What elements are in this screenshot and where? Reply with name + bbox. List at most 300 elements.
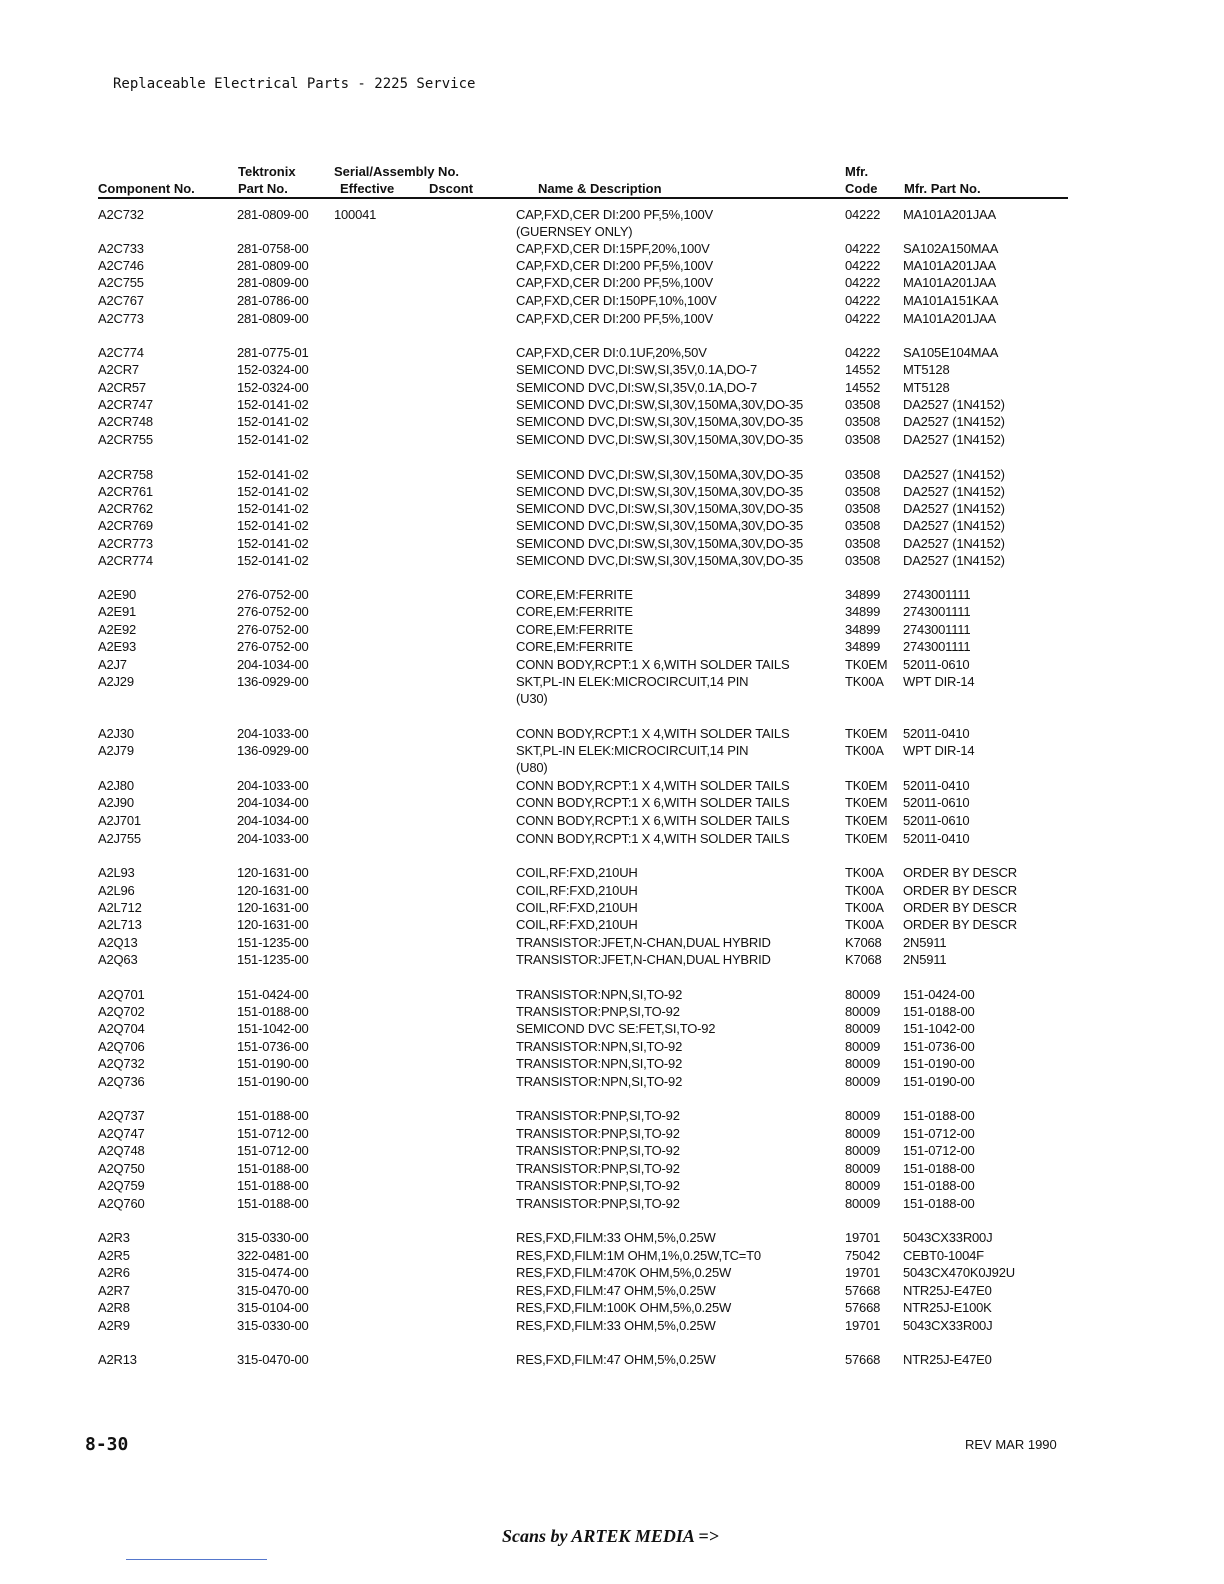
component-no: A2E93 bbox=[98, 639, 137, 654]
mfr-code: TK00A bbox=[845, 674, 884, 689]
mfr-part-no: DA2527 (1N4152) bbox=[903, 536, 1005, 551]
header-mfr: Mfr. bbox=[845, 164, 869, 179]
description: TRANSISTOR:PNP,SI,TO-92 bbox=[516, 1196, 680, 1211]
serial-effective: 100041 bbox=[334, 207, 377, 222]
component-no: A2Q759 bbox=[98, 1178, 145, 1193]
part-no: 151-0188-00 bbox=[237, 1196, 309, 1211]
component-no: A2R3 bbox=[98, 1230, 130, 1245]
mfr-code: 03508 bbox=[845, 518, 881, 533]
mfr-part-no: 2N5911 bbox=[903, 952, 947, 967]
mfr-part-no: 52011-0610 bbox=[903, 657, 970, 672]
description: CORE,EM:FERRITE bbox=[516, 604, 633, 619]
table-row bbox=[0, 726, 1224, 743]
mfr-code: 80009 bbox=[845, 1108, 881, 1123]
description: RES,FXD,FILM:47 OHM,5%,0.25W bbox=[516, 1352, 716, 1367]
header-part-no: Part No. bbox=[238, 181, 288, 196]
component-no: A2CR761 bbox=[98, 484, 153, 499]
component-no: A2J701 bbox=[98, 813, 141, 828]
table-row bbox=[0, 362, 1224, 379]
mfr-part-no: DA2527 (1N4152) bbox=[903, 501, 1005, 516]
part-no: 281-0809-00 bbox=[237, 311, 309, 326]
mfr-code: 80009 bbox=[845, 1039, 881, 1054]
mfr-code: 03508 bbox=[845, 432, 881, 447]
part-no: 151-0424-00 bbox=[237, 987, 309, 1002]
mfr-part-no: ORDER BY DESCR bbox=[903, 865, 1017, 880]
table-row bbox=[0, 1352, 1224, 1369]
table-row bbox=[0, 1056, 1224, 1073]
table-row bbox=[0, 674, 1224, 706]
description: TRANSISTOR:PNP,SI,TO-92 bbox=[516, 1126, 680, 1141]
mfr-part-no: CEBT0-1004F bbox=[903, 1248, 984, 1263]
description: CORE,EM:FERRITE bbox=[516, 639, 633, 654]
part-no: 151-0188-00 bbox=[237, 1108, 309, 1123]
description: SEMICOND DVC,DI:SW,SI,30V,150MA,30V,DO-35 bbox=[516, 553, 804, 568]
table-row bbox=[0, 1074, 1224, 1091]
mfr-code: 80009 bbox=[845, 1126, 881, 1141]
part-no: 315-0330-00 bbox=[237, 1230, 309, 1245]
mfr-code: 80009 bbox=[845, 1056, 881, 1071]
mfr-code: TK00A bbox=[845, 865, 884, 880]
mfr-part-no: 52011-0410 bbox=[903, 831, 970, 846]
part-no: 281-0758-00 bbox=[237, 241, 309, 256]
component-no: A2CR769 bbox=[98, 518, 153, 533]
mfr-code: 14552 bbox=[845, 380, 881, 395]
mfr-code: 03508 bbox=[845, 484, 881, 499]
table-row bbox=[0, 484, 1224, 501]
mfr-part-no: DA2527 (1N4152) bbox=[903, 397, 1005, 412]
part-no: 151-0190-00 bbox=[237, 1074, 309, 1089]
description: SEMICOND DVC,DI:SW,SI,30V,150MA,30V,DO-35 bbox=[516, 397, 804, 412]
header-mfr-part-no: Mfr. Part No. bbox=[904, 181, 981, 196]
part-no: 152-0141-02 bbox=[237, 501, 309, 516]
part-no: 152-0141-02 bbox=[237, 518, 309, 533]
mfr-code: 57668 bbox=[845, 1283, 881, 1298]
description: SKT,PL-IN ELEK:MICROCIRCUIT,14 PIN bbox=[516, 674, 749, 689]
mfr-code: TK00A bbox=[845, 883, 884, 898]
component-no: A2R8 bbox=[98, 1300, 130, 1315]
mfr-part-no: DA2527 (1N4152) bbox=[903, 518, 1005, 533]
component-no: A2J755 bbox=[98, 831, 141, 846]
component-no: A2J80 bbox=[98, 778, 134, 793]
mfr-code: TK0EM bbox=[845, 795, 888, 810]
part-no: 152-0141-02 bbox=[237, 467, 309, 482]
scan-credit: Scans by ARTEK MEDIA => bbox=[502, 1526, 719, 1546]
mfr-part-no: 5043CX33R00J bbox=[903, 1318, 993, 1333]
component-no: A2Q736 bbox=[98, 1074, 145, 1089]
part-no: 281-0809-00 bbox=[237, 258, 309, 273]
mfr-code: 03508 bbox=[845, 397, 881, 412]
table-row bbox=[0, 952, 1224, 969]
description: CORE,EM:FERRITE bbox=[516, 587, 633, 602]
description: CAP,FXD,CER DI:15PF,20%,100V bbox=[516, 241, 710, 256]
mfr-code: 34899 bbox=[845, 622, 881, 637]
mfr-code: 19701 bbox=[845, 1230, 881, 1245]
part-no: 136-0929-00 bbox=[237, 743, 309, 758]
mfr-code: 80009 bbox=[845, 1143, 881, 1158]
mfr-part-no: 2N5911 bbox=[903, 935, 947, 950]
component-no: A2J79 bbox=[98, 743, 134, 758]
table-row bbox=[0, 657, 1224, 674]
table-row bbox=[0, 1143, 1224, 1160]
table-row bbox=[0, 622, 1224, 639]
part-no: 276-0752-00 bbox=[237, 604, 309, 619]
mfr-code: TK0EM bbox=[845, 778, 888, 793]
mfr-code: 80009 bbox=[845, 1196, 881, 1211]
mfr-code: TK0EM bbox=[845, 657, 888, 672]
description: RES,FXD,FILM:100K OHM,5%,0.25W bbox=[516, 1300, 732, 1315]
table-row bbox=[0, 1318, 1224, 1335]
table-row bbox=[0, 604, 1224, 621]
mfr-part-no: 52011-0410 bbox=[903, 726, 970, 741]
mfr-code: 19701 bbox=[845, 1318, 881, 1333]
description: SEMICOND DVC,DI:SW,SI,30V,150MA,30V,DO-35 bbox=[516, 484, 804, 499]
description: SEMICOND DVC,DI:SW,SI,30V,150MA,30V,DO-35 bbox=[516, 467, 804, 482]
mfr-code: 04222 bbox=[845, 345, 881, 360]
description: CONN BODY,RCPT:1 X 4,WITH SOLDER TAILS bbox=[516, 778, 790, 793]
table-row bbox=[0, 935, 1224, 952]
part-no: 276-0752-00 bbox=[237, 639, 309, 654]
mfr-part-no: 151-0712-00 bbox=[903, 1126, 975, 1141]
mfr-part-no: ORDER BY DESCR bbox=[903, 900, 1017, 915]
component-no: A2CR747 bbox=[98, 397, 153, 412]
component-no: A2Q760 bbox=[98, 1196, 145, 1211]
part-no: 204-1033-00 bbox=[237, 778, 309, 793]
part-no: 204-1034-00 bbox=[237, 657, 309, 672]
component-no: A2L96 bbox=[98, 883, 135, 898]
description: TRANSISTOR:PNP,SI,TO-92 bbox=[516, 1143, 680, 1158]
mfr-code: K7068 bbox=[845, 952, 882, 967]
part-no: 151-1235-00 bbox=[237, 935, 309, 950]
table-row bbox=[0, 467, 1224, 484]
part-no: 151-1042-00 bbox=[237, 1021, 309, 1036]
mfr-code: 04222 bbox=[845, 258, 881, 273]
part-no: 204-1034-00 bbox=[237, 813, 309, 828]
component-no: A2CR762 bbox=[98, 501, 153, 516]
mfr-code: 75042 bbox=[845, 1248, 881, 1263]
table-row bbox=[0, 743, 1224, 775]
mfr-part-no: DA2527 (1N4152) bbox=[903, 553, 1005, 568]
part-no: 152-0324-00 bbox=[237, 380, 309, 395]
part-no: 136-0929-00 bbox=[237, 674, 309, 689]
page-title: Replaceable Electrical Parts - 2225 Service bbox=[113, 76, 476, 92]
header-code: Code bbox=[845, 181, 878, 196]
mfr-part-no: DA2527 (1N4152) bbox=[903, 484, 1005, 499]
table-row bbox=[0, 380, 1224, 397]
mfr-code: K7068 bbox=[845, 935, 882, 950]
description: SEMICOND DVC,DI:SW,SI,30V,150MA,30V,DO-35 bbox=[516, 536, 804, 551]
description: TRANSISTOR:PNP,SI,TO-92 bbox=[516, 1178, 680, 1193]
part-no: 281-0809-00 bbox=[237, 275, 309, 290]
mfr-part-no: 2743001111 bbox=[903, 622, 971, 637]
mfr-code: 04222 bbox=[845, 293, 881, 308]
table-row bbox=[0, 518, 1224, 535]
part-no: 204-1033-00 bbox=[237, 831, 309, 846]
description: CORE,EM:FERRITE bbox=[516, 622, 633, 637]
mfr-code: TK0EM bbox=[845, 831, 888, 846]
component-no: A2CR748 bbox=[98, 414, 153, 429]
description: RES,FXD,FILM:47 OHM,5%,0.25W bbox=[516, 1283, 716, 1298]
mfr-code: TK00A bbox=[845, 917, 884, 932]
table-row bbox=[0, 813, 1224, 830]
part-no: 152-0324-00 bbox=[237, 362, 309, 377]
header-name-description: Name & Description bbox=[538, 181, 662, 196]
table-row bbox=[0, 241, 1224, 258]
mfr-code: 34899 bbox=[845, 604, 881, 619]
description: TRANSISTOR:NPN,SI,TO-92 bbox=[516, 1074, 683, 1089]
part-no: 151-0712-00 bbox=[237, 1143, 309, 1158]
part-no: 152-0141-02 bbox=[237, 484, 309, 499]
component-no: A2C746 bbox=[98, 258, 144, 273]
table-row bbox=[0, 1230, 1224, 1247]
mfr-code: TK00A bbox=[845, 900, 884, 915]
mfr-part-no: MT5128 bbox=[903, 380, 950, 395]
mfr-part-no: 151-0190-00 bbox=[903, 1056, 975, 1071]
part-no: 204-1033-00 bbox=[237, 726, 309, 741]
table-row bbox=[0, 1300, 1224, 1317]
description: TRANSISTOR:PNP,SI,TO-92 bbox=[516, 1161, 680, 1176]
mfr-part-no: 52011-0410 bbox=[903, 778, 970, 793]
description: RES,FXD,FILM:33 OHM,5%,0.25W bbox=[516, 1318, 716, 1333]
component-no: A2R6 bbox=[98, 1265, 130, 1280]
description-note: (GUERNSEY ONLY) bbox=[516, 224, 633, 239]
description: COIL,RF:FXD,210UH bbox=[516, 883, 638, 898]
table-row bbox=[0, 587, 1224, 604]
mfr-code: 04222 bbox=[845, 311, 881, 326]
mfr-code: 80009 bbox=[845, 1004, 881, 1019]
component-no: A2R13 bbox=[98, 1352, 137, 1367]
mfr-part-no: 151-0188-00 bbox=[903, 1178, 975, 1193]
mfr-code: 03508 bbox=[845, 553, 881, 568]
description: SKT,PL-IN ELEK:MICROCIRCUIT,14 PIN bbox=[516, 743, 749, 758]
table-row bbox=[0, 865, 1224, 882]
mfr-part-no: 52011-0610 bbox=[903, 813, 970, 828]
description: COIL,RF:FXD,210UH bbox=[516, 865, 638, 880]
description: CAP,FXD,CER DI:0.1UF,20%,50V bbox=[516, 345, 707, 360]
description: CAP,FXD,CER DI:200 PF,5%,100V bbox=[516, 258, 713, 273]
mfr-code: 04222 bbox=[845, 241, 881, 256]
mfr-code: 03508 bbox=[845, 467, 881, 482]
component-no: A2CR758 bbox=[98, 467, 153, 482]
table-row bbox=[0, 553, 1224, 570]
part-no: 315-0470-00 bbox=[237, 1352, 309, 1367]
part-no: 281-0775-01 bbox=[237, 345, 309, 360]
component-no: A2J30 bbox=[98, 726, 134, 741]
mfr-code: 03508 bbox=[845, 414, 881, 429]
part-no: 152-0141-02 bbox=[237, 536, 309, 551]
mfr-part-no: ORDER BY DESCR bbox=[903, 917, 1017, 932]
mfr-code: 04222 bbox=[845, 207, 881, 222]
mfr-part-no: NTR25J-E47E0 bbox=[903, 1283, 992, 1298]
mfr-part-no: 151-0188-00 bbox=[903, 1004, 975, 1019]
mfr-code: 80009 bbox=[845, 987, 881, 1002]
table-row bbox=[0, 1265, 1224, 1282]
part-no: 151-0188-00 bbox=[237, 1161, 309, 1176]
component-no: A2Q704 bbox=[98, 1021, 145, 1036]
component-no: A2E90 bbox=[98, 587, 137, 602]
table-row bbox=[0, 536, 1224, 553]
table-row bbox=[0, 432, 1224, 449]
description: SEMICOND DVC,DI:SW,SI,30V,150MA,30V,DO-35 bbox=[516, 414, 804, 429]
table-row bbox=[0, 1021, 1224, 1038]
description: CONN BODY,RCPT:1 X 4,WITH SOLDER TAILS bbox=[516, 726, 790, 741]
part-no: 151-0712-00 bbox=[237, 1126, 309, 1141]
table-row bbox=[0, 1108, 1224, 1125]
component-no: A2C733 bbox=[98, 241, 144, 256]
part-no: 120-1631-00 bbox=[237, 917, 309, 932]
mfr-part-no: 5043CX470K0J92U bbox=[903, 1265, 1015, 1280]
part-no: 315-0104-00 bbox=[237, 1300, 309, 1315]
table-row bbox=[0, 501, 1224, 518]
component-no: A2C774 bbox=[98, 345, 144, 360]
description: CONN BODY,RCPT:1 X 6,WITH SOLDER TAILS bbox=[516, 795, 790, 810]
part-no: 315-0470-00 bbox=[237, 1283, 309, 1298]
mfr-part-no: NTR25J-E100K bbox=[903, 1300, 992, 1315]
table-row bbox=[0, 293, 1224, 310]
mfr-part-no: 151-0736-00 bbox=[903, 1039, 975, 1054]
part-no: 120-1631-00 bbox=[237, 865, 309, 880]
table-row bbox=[0, 917, 1224, 934]
table-row bbox=[0, 1161, 1224, 1178]
header-dscont: Dscont bbox=[429, 181, 474, 196]
mfr-part-no: MA101A201JAA bbox=[903, 311, 996, 326]
component-no: A2CR755 bbox=[98, 432, 153, 447]
mfr-code: 80009 bbox=[845, 1074, 881, 1089]
component-no: A2J90 bbox=[98, 795, 134, 810]
mfr-part-no: MA101A151KAA bbox=[903, 293, 999, 308]
component-no: A2Q732 bbox=[98, 1056, 145, 1071]
mfr-code: TK0EM bbox=[845, 813, 888, 828]
component-no: A2C732 bbox=[98, 207, 144, 222]
part-no: 120-1631-00 bbox=[237, 900, 309, 915]
component-no: A2Q701 bbox=[98, 987, 145, 1002]
mfr-part-no: MA101A201JAA bbox=[903, 275, 996, 290]
component-no: A2C755 bbox=[98, 275, 144, 290]
mfr-code: 19701 bbox=[845, 1265, 881, 1280]
mfr-part-no: 151-0188-00 bbox=[903, 1108, 975, 1123]
description: COIL,RF:FXD,210UH bbox=[516, 917, 638, 932]
mfr-code: 03508 bbox=[845, 536, 881, 551]
component-no: A2Q748 bbox=[98, 1143, 145, 1158]
table-row bbox=[0, 639, 1224, 656]
mfr-code: 14552 bbox=[845, 362, 881, 377]
component-no: A2J29 bbox=[98, 674, 134, 689]
component-no: A2Q13 bbox=[98, 935, 138, 950]
description: CAP,FXD,CER DI:200 PF,5%,100V bbox=[516, 275, 713, 290]
mfr-part-no: 151-0712-00 bbox=[903, 1143, 975, 1158]
mfr-part-no: NTR25J-E47E0 bbox=[903, 1352, 992, 1367]
mfr-part-no: 2743001111 bbox=[903, 639, 971, 654]
mfr-part-no: 5043CX33R00J bbox=[903, 1230, 993, 1245]
component-no: A2CR774 bbox=[98, 553, 153, 568]
table-row bbox=[0, 1178, 1224, 1195]
mfr-part-no: MA101A201JAA bbox=[903, 207, 996, 222]
description-note: (U80) bbox=[516, 760, 548, 775]
mfr-code: 34899 bbox=[845, 587, 881, 602]
header-tektronix: Tektronix bbox=[238, 164, 296, 179]
mfr-part-no: 2743001111 bbox=[903, 604, 971, 619]
component-no: A2Q702 bbox=[98, 1004, 145, 1019]
description: RES,FXD,FILM:1M OHM,1%,0.25W,TC=T0 bbox=[516, 1248, 761, 1263]
component-no: A2R5 bbox=[98, 1248, 130, 1263]
header-effective: Effective bbox=[340, 181, 395, 196]
mfr-code: 04222 bbox=[845, 275, 881, 290]
component-no: A2J7 bbox=[98, 657, 127, 672]
component-no: A2Q750 bbox=[98, 1161, 145, 1176]
credit-underline bbox=[126, 1559, 267, 1560]
description: CONN BODY,RCPT:1 X 4,WITH SOLDER TAILS bbox=[516, 831, 790, 846]
part-no: 315-0330-00 bbox=[237, 1318, 309, 1333]
mfr-part-no: 2743001111 bbox=[903, 587, 971, 602]
part-no: 281-0786-00 bbox=[237, 293, 309, 308]
table-row bbox=[0, 345, 1224, 362]
page-number: 8-30 bbox=[85, 1434, 129, 1455]
component-no: A2E92 bbox=[98, 622, 137, 637]
mfr-code: 34899 bbox=[845, 639, 881, 654]
mfr-code: 57668 bbox=[845, 1352, 881, 1367]
component-no: A2C773 bbox=[98, 311, 144, 326]
description: SEMICOND DVC,DI:SW,SI,30V,150MA,30V,DO-35 bbox=[516, 518, 804, 533]
table-row bbox=[0, 795, 1224, 812]
header-component-no: Component No. bbox=[98, 181, 195, 196]
part-no: 276-0752-00 bbox=[237, 622, 309, 637]
component-no: A2CR773 bbox=[98, 536, 153, 551]
mfr-part-no: 151-0190-00 bbox=[903, 1074, 975, 1089]
mfr-part-no: MA101A201JAA bbox=[903, 258, 996, 273]
part-no: 322-0481-00 bbox=[237, 1248, 309, 1263]
table-row bbox=[0, 883, 1224, 900]
component-no: A2C767 bbox=[98, 293, 144, 308]
mfr-part-no: DA2527 (1N4152) bbox=[903, 432, 1005, 447]
component-no: A2CR57 bbox=[98, 380, 146, 395]
table-row bbox=[0, 987, 1224, 1004]
part-no: 315-0474-00 bbox=[237, 1265, 309, 1280]
table-row bbox=[0, 414, 1224, 431]
table-row bbox=[0, 1283, 1224, 1300]
mfr-part-no: 151-0188-00 bbox=[903, 1196, 975, 1211]
mfr-code: 80009 bbox=[845, 1021, 881, 1036]
mfr-part-no: DA2527 (1N4152) bbox=[903, 467, 1005, 482]
part-no: 152-0141-02 bbox=[237, 397, 309, 412]
mfr-part-no: WPT DIR-14 bbox=[903, 743, 975, 758]
description: SEMICOND DVC,DI:SW,SI,30V,150MA,30V,DO-35 bbox=[516, 501, 804, 516]
description: RES,FXD,FILM:470K OHM,5%,0.25W bbox=[516, 1265, 732, 1280]
mfr-part-no: 151-0424-00 bbox=[903, 987, 975, 1002]
part-no: 151-0736-00 bbox=[237, 1039, 309, 1054]
mfr-part-no: ORDER BY DESCR bbox=[903, 883, 1017, 898]
mfr-part-no: WPT DIR-14 bbox=[903, 674, 975, 689]
description: TRANSISTOR:NPN,SI,TO-92 bbox=[516, 1039, 683, 1054]
description: TRANSISTOR:PNP,SI,TO-92 bbox=[516, 1108, 680, 1123]
description: SEMICOND DVC,DI:SW,SI,30V,150MA,30V,DO-35 bbox=[516, 432, 804, 447]
part-no: 151-1235-00 bbox=[237, 952, 309, 967]
mfr-code: 80009 bbox=[845, 1178, 881, 1193]
component-no: A2CR7 bbox=[98, 362, 139, 377]
table-row bbox=[0, 275, 1224, 292]
description: RES,FXD,FILM:33 OHM,5%,0.25W bbox=[516, 1230, 716, 1245]
table-row bbox=[0, 900, 1224, 917]
description: CAP,FXD,CER DI:200 PF,5%,100V bbox=[516, 207, 713, 222]
description: TRANSISTOR:NPN,SI,TO-92 bbox=[516, 987, 683, 1002]
description: CAP,FXD,CER DI:200 PF,5%,100V bbox=[516, 311, 713, 326]
mfr-code: 80009 bbox=[845, 1161, 881, 1176]
mfr-code: 03508 bbox=[845, 501, 881, 516]
header-serial-assembly: Serial/Assembly No. bbox=[334, 164, 459, 179]
table-row bbox=[0, 1039, 1224, 1056]
part-no: 151-0188-00 bbox=[237, 1178, 309, 1193]
description: SEMICOND DVC,DI:SW,SI,35V,0.1A,DO-7 bbox=[516, 362, 758, 377]
description: COIL,RF:FXD,210UH bbox=[516, 900, 638, 915]
description-note: (U30) bbox=[516, 691, 548, 706]
